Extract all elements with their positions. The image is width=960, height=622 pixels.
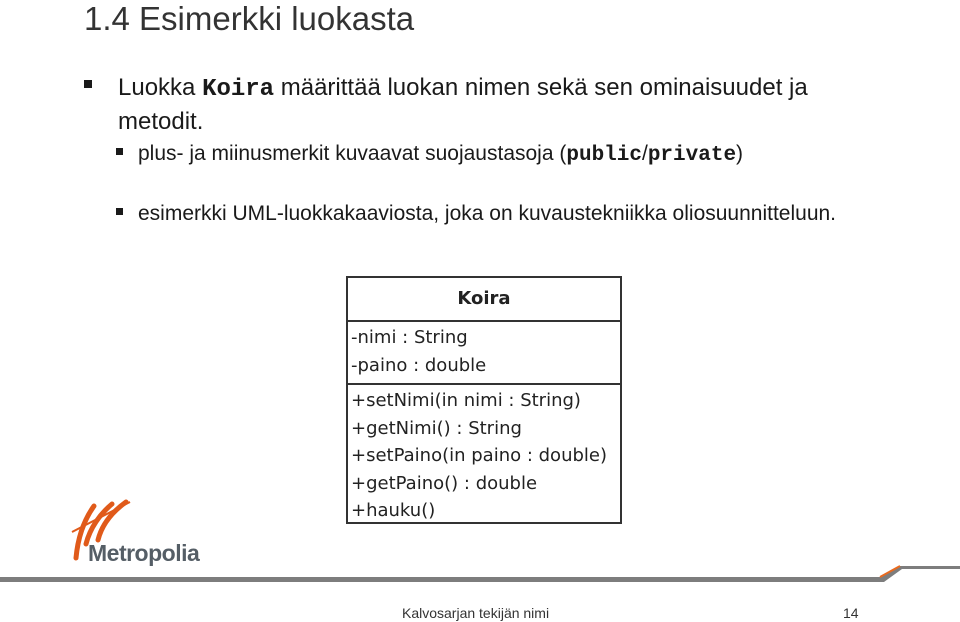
page-number: 14 — [843, 605, 859, 621]
bullet-3-text: esimerkki UML-luokkakaaviosta, joka on kuvaustekniikka oliosuunnitteluun. — [138, 202, 837, 225]
bullet-2-code-private: private — [647, 144, 737, 167]
slide-title: 1.4 Esimerkki luokasta — [84, 0, 415, 37]
footer-author: Kalvosarjan tekijän nimi — [402, 605, 550, 621]
bullet-3 — [138, 200, 938, 228]
uml-operation: +getPaino() : double — [351, 472, 538, 494]
bullet-2-text: plus- ja miinusmerkit kuvaavat suojaustasoja ( — [138, 142, 567, 165]
bullet-2-close: ) — [736, 142, 744, 165]
bullet-1-code: Koira — [202, 76, 275, 103]
uml-operation: +setPaino(in paino : double) — [351, 445, 607, 466]
bullet-marker — [84, 80, 92, 88]
uml-operation: +getNimi() : String — [351, 417, 522, 439]
metropolia-logo-text: Metropolia — [88, 540, 200, 566]
sub-bullet-marker — [116, 208, 123, 215]
bullet-1 — [118, 72, 878, 138]
uml-class-diagram — [346, 276, 622, 524]
bullet-2-code-public: public — [566, 144, 642, 167]
uml-operations — [348, 385, 620, 525]
uml-operation: +hauku() — [351, 500, 436, 521]
bullet-1-pre: Luokka — [118, 74, 203, 101]
bullet-2-slash: / — [641, 142, 648, 165]
bullet-1-post: määrittää luokan nimen sekä sen ominaisuudet ja metodit. — [118, 74, 808, 135]
uml-operation: +setNimi(in nimi : String) — [351, 390, 581, 411]
uml-attributes — [348, 322, 620, 385]
uml-attribute: -nimi : String — [351, 327, 468, 348]
sub-bullet-marker — [116, 148, 123, 155]
uml-class-name: Koira — [348, 278, 620, 322]
bullet-2 — [138, 140, 898, 170]
uml-attribute: -paino : double — [351, 354, 487, 376]
